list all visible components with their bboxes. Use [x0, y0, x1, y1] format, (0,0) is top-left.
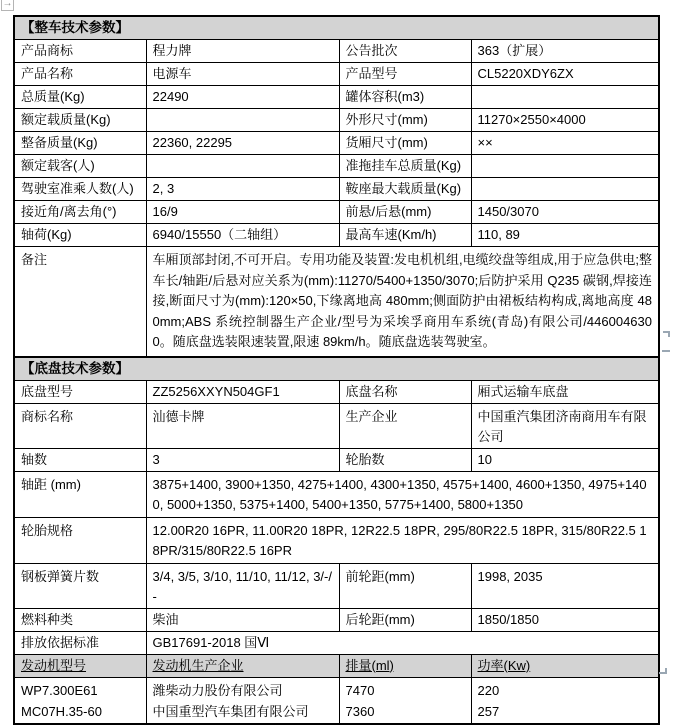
- table-row: [14, 563, 659, 608]
- param-label: 轴数: [14, 448, 146, 471]
- table-row: [14, 40, 659, 63]
- param-value: 3: [146, 448, 339, 471]
- param-label: 轮胎数: [339, 448, 471, 471]
- param-value: 6940/15550（二轴组）: [146, 224, 339, 247]
- tire-spec-row: [14, 517, 659, 563]
- document-body: [13, 15, 660, 725]
- engine-header-row: [14, 654, 659, 677]
- param-label: 额定载客(人): [14, 155, 146, 178]
- param-label: 底盘名称: [339, 380, 471, 403]
- chassis-section-header-row: [14, 357, 659, 381]
- engine-model: WP7.300E61: [21, 682, 98, 698]
- param-label: 公告批次: [339, 40, 471, 63]
- vehicle-parameters-table: [13, 15, 660, 358]
- table-row: [14, 155, 659, 178]
- param-label: 额定载质量(Kg): [14, 109, 146, 132]
- table-resize-handle-icon: [662, 350, 670, 352]
- param-value: 22360, 22295: [146, 132, 339, 155]
- param-label: 排放依据标准: [14, 631, 146, 654]
- engine-data-rows: [14, 677, 659, 724]
- chassis-parameters-table: [13, 356, 660, 725]
- engine-model: MC07H.35-60: [21, 703, 102, 719]
- param-value: 3875+1400, 3900+1350, 4275+1400, 4300+1350, 4575+1400, 4600+1350, 4975+1400, 5000+1350, 5375+1400, 5400+1350, 5775+1400, 5800+1350: [146, 471, 659, 517]
- engine-manufacturer: 中国重型汽车集团有限公司: [152, 703, 309, 719]
- table-row: [14, 224, 659, 247]
- param-label: 外形尺寸(mm): [339, 109, 471, 132]
- param-value: CL5220XDY6ZX: [471, 63, 659, 86]
- remarks-label: 备注: [14, 247, 146, 357]
- param-label: 驾驶室准乘人数(人): [14, 178, 146, 201]
- param-value: 电源车: [146, 63, 339, 86]
- param-value: ZZ5256XXYN504GF1: [146, 380, 339, 403]
- table-row: [14, 608, 659, 631]
- param-label: 准拖挂车总质量(Kg): [339, 155, 471, 178]
- engine-model-cell: [14, 677, 146, 724]
- param-label: 接近角/离去角(°): [14, 201, 146, 224]
- table-row: [14, 403, 659, 448]
- param-label: 后轮距(mm): [339, 608, 471, 631]
- param-label: 燃料种类: [14, 608, 146, 631]
- vehicle-section-header-row: [14, 16, 659, 40]
- param-value: [146, 109, 339, 132]
- table-row: [14, 109, 659, 132]
- param-label: 前悬/后悬(mm): [339, 201, 471, 224]
- table-row: [14, 63, 659, 86]
- param-value: 1998, 2035: [471, 563, 659, 608]
- param-label: 轮胎规格: [14, 517, 146, 563]
- param-label: 商标名称: [14, 403, 146, 448]
- param-value: [471, 155, 659, 178]
- table-row: [14, 201, 659, 224]
- param-label: 产品商标: [14, 40, 146, 63]
- param-value: 12.00R20 16PR, 11.00R20 18PR, 12R22.5 18PR, 295/80R22.5 18PR, 315/80R22.5 18PR/315/80R22.5 16PR: [146, 517, 659, 563]
- param-label: 生产企业: [339, 403, 471, 448]
- table-row: [14, 448, 659, 471]
- param-label: 鞍座最大载质量(Kg): [339, 178, 471, 201]
- remarks-text: 车厢顶部封闭,不可开启。专用功能及装置:发电机机组,电缆绞盘等组成,用于应急供电;整车长/轴距/后悬对应关系为(mm):11270/5400+1350/3070;后防护采用 Q235 碳钢,焊接连接,断面尺寸为(mm):120×50,下缘离地高 480mm;侧面防护由裙板结构构成,离地高度 480mm;ABS 系统控制器生产企业/型号为采埃孚商用车系统(青岛)有限公司/4460046300。随底盘选装限速装置,限速 89km/h。随底盘选装驾驶室。: [146, 247, 659, 357]
- param-value: 柴油: [146, 608, 339, 631]
- engine-manufacturer: 潍柴动力股份有限公司: [152, 682, 283, 698]
- param-label: 底盘型号: [14, 380, 146, 403]
- table-resize-handle-icon: [659, 668, 667, 674]
- table-resize-handle-icon: [663, 331, 670, 337]
- engine-col-header-model: 发动机型号: [14, 654, 146, 677]
- param-value: 1850/1850: [471, 608, 659, 631]
- engine-col-header-manufacturer: 发动机生产企业: [146, 654, 339, 677]
- engine-displacement: 7360: [345, 703, 375, 719]
- table-row: [14, 132, 659, 155]
- param-value: 中国重汽集团济南商用车有限公司: [471, 403, 659, 448]
- param-value: 厢式运输车底盘: [471, 380, 659, 403]
- param-label: 总质量(Kg): [14, 86, 146, 109]
- param-value: 16/9: [146, 201, 339, 224]
- param-value: [146, 155, 339, 178]
- tab-format-mark-icon: →: [1, 0, 14, 11]
- param-label: 前轮距(mm): [339, 563, 471, 608]
- param-value: 22490: [146, 86, 339, 109]
- engine-power: 220: [477, 682, 500, 698]
- param-value: 汕德卡牌: [146, 403, 339, 448]
- vehicle-section-title: 【整车技术参数】: [14, 16, 659, 40]
- param-value: ××: [471, 132, 659, 155]
- engine-power-cell: [471, 677, 659, 724]
- param-label: 罐体容积(m3): [339, 86, 471, 109]
- param-label: 产品型号: [339, 63, 471, 86]
- engine-col-header-displacement: 排量(ml): [339, 654, 471, 677]
- param-value: 10: [471, 448, 659, 471]
- engine-manufacturer-cell: [146, 677, 339, 724]
- param-label: 整备质量(Kg): [14, 132, 146, 155]
- param-value: 11270×2550×4000: [471, 109, 659, 132]
- param-value: 程力牌: [146, 40, 339, 63]
- table-row: [14, 178, 659, 201]
- param-value: 1450/3070: [471, 201, 659, 224]
- engine-col-header-power: 功率(Kw): [471, 654, 659, 677]
- chassis-section-title: 【底盘技术参数】: [14, 357, 659, 381]
- param-value: GB17691-2018 国Ⅵ: [146, 631, 659, 654]
- param-label: 钢板弹簧片数: [14, 563, 146, 608]
- param-value: 3/4, 3/5, 3/10, 11/10, 11/12, 3/-/-: [146, 563, 339, 608]
- param-value: 110, 89: [471, 224, 659, 247]
- param-value: 363（扩展）: [471, 40, 659, 63]
- param-value: [471, 178, 659, 201]
- engine-displacement-cell: [339, 677, 471, 724]
- wheelbase-row: [14, 471, 659, 517]
- param-label: 最高车速(Km/h): [339, 224, 471, 247]
- param-label: 货厢尺寸(mm): [339, 132, 471, 155]
- engine-power: 257: [477, 703, 500, 719]
- param-label: 轴荷(Kg): [14, 224, 146, 247]
- emission-row: [14, 631, 659, 654]
- remarks-row: [14, 247, 659, 357]
- param-label: 轴距 (mm): [14, 471, 146, 517]
- param-value: 2, 3: [146, 178, 339, 201]
- engine-displacement: 7470: [345, 682, 375, 698]
- param-label: 产品名称: [14, 63, 146, 86]
- param-value: [471, 86, 659, 109]
- table-row: [14, 380, 659, 403]
- table-row: [14, 86, 659, 109]
